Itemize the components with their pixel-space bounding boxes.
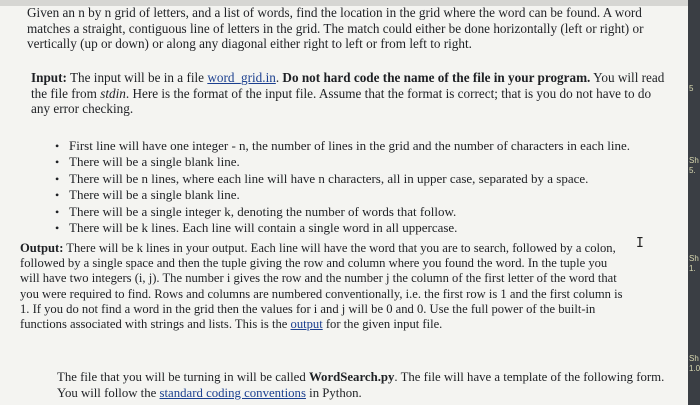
edge-label: 1. bbox=[689, 264, 696, 273]
intro-line-3: vertically (up or down) or along any diagonal either right to left or from left to right. bbox=[27, 36, 472, 51]
input-line-3: any error checking. bbox=[31, 101, 134, 116]
text-cursor-icon: I bbox=[636, 236, 644, 251]
closing-paragraph bbox=[57, 370, 664, 401]
bullet-icon: • bbox=[55, 221, 60, 236]
coding-conventions-link[interactable]: standard coding conventions bbox=[159, 385, 306, 400]
edge-label: 5 bbox=[689, 84, 694, 93]
closing-line-1: The file that you will be turning in will be called WordSearch.py. The file will have a template of the following form. bbox=[57, 370, 665, 384]
input-line-2: the file from stdin. Here is the format of the input file. Assume that the format is correct; that is you do not have to do bbox=[31, 85, 652, 101]
bullet-icon: • bbox=[55, 171, 60, 186]
list-item: • First line will have one integer - n, the number of lines in the grid and the number of characters in each line. bbox=[55, 138, 630, 153]
list-item: • There will be a single blank line. bbox=[55, 154, 240, 170]
background-window-edge bbox=[688, 0, 700, 405]
bullet-icon: • bbox=[55, 188, 60, 203]
edge-label: Sh bbox=[689, 254, 699, 263]
input-line-1: Input: The input will be in a file word_grid.in. Do not hard code the name of the file in your program. You will read bbox=[31, 70, 665, 85]
output-line-3: will have two integers (i, j). The number i gives the row and the number j the column of the first letter of the word that bbox=[20, 271, 617, 286]
intro-line-1: Given an n by n grid of letters, and a list of words, find the location in the grid where the word can be found. A word bbox=[27, 5, 642, 20]
stdin-term: stdin bbox=[100, 85, 126, 101]
input-paragraph bbox=[31, 70, 664, 117]
closing-line-2: You will follow the standard coding conventions in Python. bbox=[57, 385, 362, 400]
list-item: • There will be a single blank line. bbox=[55, 187, 240, 203]
list-item: • There will be a single integer k, denoting the number of words that follow. bbox=[55, 203, 457, 219]
edge-label: 1.0 bbox=[689, 364, 700, 373]
output-label: Output: bbox=[20, 241, 64, 255]
intro-paragraph bbox=[27, 5, 643, 52]
edge-label: Sh bbox=[689, 156, 699, 165]
intro-line-2: matches a straight, contiguous line of letters in the grid. The match could either be done horizontally (left or right) or bbox=[27, 20, 644, 36]
output-line-2: followed by a single space and then the tuple giving the row and column where you found the word. In the tuple you bbox=[20, 256, 608, 271]
input-label: Input: bbox=[31, 70, 67, 85]
word-grid-file-link[interactable]: word_grid.in bbox=[207, 70, 276, 85]
edge-label: Sh bbox=[689, 354, 699, 363]
bullet-icon: • bbox=[55, 204, 60, 219]
output-paragraph bbox=[20, 241, 623, 332]
list-item: • There will be n lines, where each line will have n characters, all in upper case, separated by a space. bbox=[55, 170, 589, 186]
output-line-4: you were required to find. Rows and columns are numbered conventionally, i.e. the first row is 1 and the first column is bbox=[20, 286, 623, 301]
output-line-5: 1. If you do not find a word in the grid then the values for i and j will be 0 and 0. Use the full power of the built-in bbox=[20, 301, 596, 316]
output-file-link[interactable]: output bbox=[290, 317, 323, 332]
output-line-1: Output: There will be k lines in your output. Each line will have the word that you are to search, followed by a colon, bbox=[20, 241, 616, 255]
wordsearch-filename: WordSearch.py bbox=[308, 370, 395, 384]
input-format-list bbox=[55, 138, 630, 236]
output-line-6: functions associated with strings and lists. This is the output for the given input file. bbox=[20, 317, 443, 332]
list-item: • There will be k lines. Each line will contain a single word in all uppercase. bbox=[55, 220, 458, 236]
no-hardcode-note: Do not hard code the name of the file in your program. bbox=[282, 70, 591, 85]
edge-label: 5. bbox=[689, 166, 696, 175]
bullet-icon: • bbox=[55, 155, 60, 170]
bullet-icon: • bbox=[55, 139, 60, 153]
